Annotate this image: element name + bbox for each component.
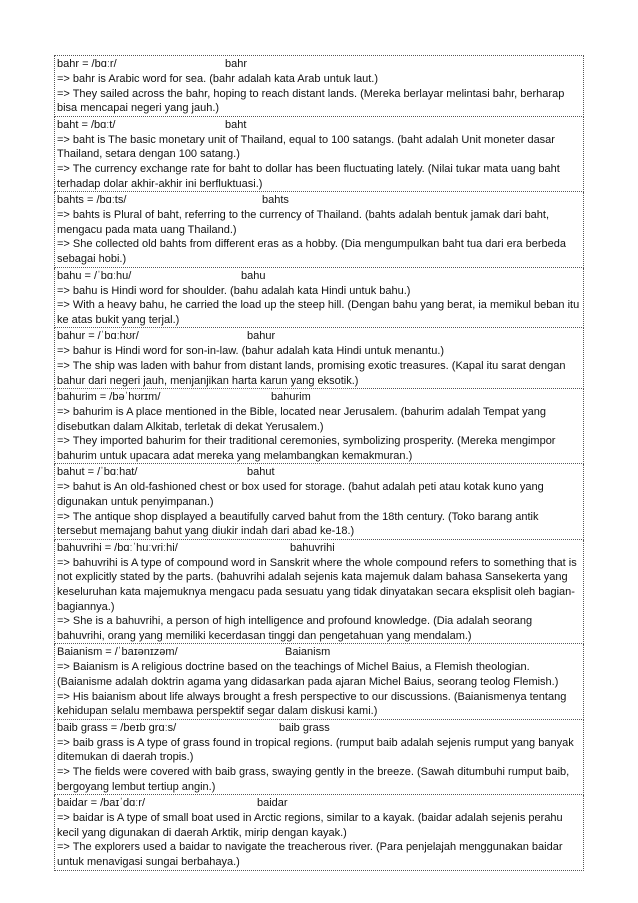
example: => His baianism about life always brought a fresh perspective to our discussions. (Baianismenya tentang kehidupan selalu membawa perspektif segar dalam diskusi kami.) [57, 690, 567, 718]
example: => They sailed across the bahr, hoping to reach distant lands. (Mereka berlayar melintasi bahr, berharap bisa mencapai negeri yang jauh.) [57, 87, 565, 115]
entry-bahut [54, 464, 584, 539]
headword-pronunciation: bahur = /ˈbɑːhʊr/ [57, 330, 139, 343]
headword-pronunciation: baht = /bɑːt/ [57, 118, 116, 131]
headword-pronunciation: bahurim = /bəˈhʊrɪm/ [57, 391, 161, 404]
entry-bahu [54, 268, 584, 329]
example: => The currency exchange rate for baht to dollar has been fluctuating lately. (Nilai tukar mata uang baht terhadap dolar akhir-akhir ini berfluktuasi.) [57, 162, 560, 190]
headword-pronunciation: baib grass = /beɪb ɡrɑːs/ [57, 721, 177, 734]
example: => They imported bahurim for their traditional ceremonies, symbolizing prosperity. (Mereka mengimpor bahurim untuk upacara adat mereka yang melambangkan kemakmuran.) [57, 435, 556, 462]
definition: => baht is The basic monetary unit of Thailand, equal to 100 satangs. (baht adalah Unit moneter dasar Thailand, setara dengan 100 satang.) [57, 133, 555, 161]
definition: => baidar is A type of small boat used in Arctic regions, similar to a kayak. (baidar adalah sejenis perahu kecil yang digunakan di daerah Arktik, mirip dengan kayak.) [57, 812, 563, 839]
definition: => bahut is An old-fashioned chest or box used for storage. (bahut adalah peti atau kotak kuno yang digunakan untuk penyimpanan.) [57, 481, 544, 509]
entry-heading [57, 541, 581, 556]
entry-heading [57, 57, 581, 72]
entry-baidar [54, 795, 584, 870]
entry-heading [57, 269, 581, 284]
entry-baib-grass [54, 720, 584, 795]
headword: Baianism [285, 646, 331, 659]
headword-pronunciation: baidar = /baɪˈdɑːr/ [57, 797, 145, 810]
headword-pronunciation: bahu = /ˈbɑːhu/ [57, 269, 132, 282]
entry-heading [57, 329, 581, 344]
example: => The ship was laden with bahur from distant lands, promising exotic treasures. (Kapal itu sarat dengan bahur dari negeri jauh, menjanjikan harta karun yang eksotik.) [57, 359, 566, 387]
definition: => bahts is Plural of baht, referring to the currency of Thailand. (bahts adalah bentuk jamak dari baht, mengacu pada mata uang Thailand.) [57, 209, 550, 236]
headword-pronunciation: bahuvrihi = /bɑːˈhuːvriːhi/ [57, 541, 178, 554]
example: => The explorers used a baidar to navigate the treacherous river. (Para penjelajah menggunakan baidar untuk menavigasi sungai berbahaya.) [57, 841, 563, 868]
dictionary-page [54, 55, 584, 871]
entry-heading [57, 721, 581, 736]
entry-bahr [54, 55, 584, 117]
headword: bahts [262, 194, 289, 207]
headword: bahut [247, 466, 275, 479]
headword: bahuvrihi [290, 541, 335, 554]
entry-baht [54, 117, 584, 192]
headword-pronunciation: bahr = /bɑːr/ [57, 58, 117, 70]
example: => The antique shop displayed a beautifully carved bahut from the 18th century. (Toko barang antik tersebut memajang bahut yang diukir indah dari abad ke-18.) [57, 510, 539, 538]
example: => She is a bahuvrihi, a person of high intelligence and profound knowledge. (Dia adalah seorang bahuvrihi, orang yang memiliki kecerdasan tinggi dan pengetahuan yang mendalam.) [57, 615, 533, 642]
entry-baianism [54, 644, 584, 719]
headword: baib grass [279, 721, 330, 734]
entry-heading [57, 645, 581, 660]
definition: => bahuvrihi is A type of compound word in Sanskrit where the whole compound refers to something that is not explicitly stated by the parts. (bahuvrihi adalah sejenis kata majemuk dalam bahasa Sansekerta yang keseluruhan kata majemuknya mengacu pada sesuatu yang tidak dinyatakan secara eksplisit oleh bagian-bagiannya.) [57, 556, 577, 613]
entry-heading [57, 193, 581, 208]
entry-bahuvrihi [54, 540, 584, 645]
headword: bahr [225, 58, 248, 70]
example: => With a heavy bahu, he carried the load up the steep hill. (Dengan bahu yang berat, ia memikul beban itu ke atas bukit yang terjal.) [57, 299, 580, 326]
headword-pronunciation: bahts = /bɑːts/ [57, 194, 127, 207]
definition: => baib grass is A type of grass found in tropical regions. (rumput baib adalah sejenis rumput yang banyak ditemukan di daerah tropis.) [57, 736, 574, 764]
headword: bahu [241, 269, 266, 282]
headword-pronunciation: bahut = /ˈbɑːhat/ [57, 466, 138, 479]
definition: => Baianism is A religious doctrine based on the teachings of Michel Baius, a Flemish theologian. (Baianisme adalah doktrin agama yang didasarkan pada ajaran Michel Baius, seorang teolog Flemish.) [57, 661, 559, 688]
definition: => bahu is Hindi word for shoulder. (bahu adalah kata Hindi untuk bahu.) [57, 284, 411, 297]
definition: => bahur is Hindi word for son-in-law. (bahur adalah kata Hindi untuk menantu.) [57, 345, 445, 358]
headword-pronunciation: Baianism = /ˈbaɪənɪzəm/ [57, 646, 178, 659]
headword: baidar [257, 797, 288, 810]
entry-bahts [54, 192, 584, 267]
example: => The fields were covered with baib grass, swaying gently in the breeze. (Sawah ditumbuhi rumput baib, bergoyang lembut tertiup angin.) [57, 765, 570, 793]
entry-bahurim [54, 389, 584, 464]
entry-bahur [54, 328, 584, 389]
entry-heading [57, 118, 581, 133]
definition: => bahr is Arabic word for sea. (bahr adalah kata Arab untuk laut.) [57, 73, 379, 85]
entry-heading [57, 465, 581, 480]
headword: bahur [247, 330, 276, 343]
headword: baht [225, 118, 247, 131]
headword: bahurim [271, 391, 311, 404]
definition: => bahurim is A place mentioned in the Bible, located near Jerusalem. (bahurim adalah Tempat yang disebutkan dalam Alkitab, terletak di dekat Yerusalem.) [57, 406, 546, 433]
entry-heading [57, 390, 581, 405]
entry-heading [57, 796, 581, 811]
example: => She collected old bahts from different eras as a hobby. (Dia mengumpulkan baht tua dari era berbeda sebagai hobi.) [57, 238, 566, 265]
